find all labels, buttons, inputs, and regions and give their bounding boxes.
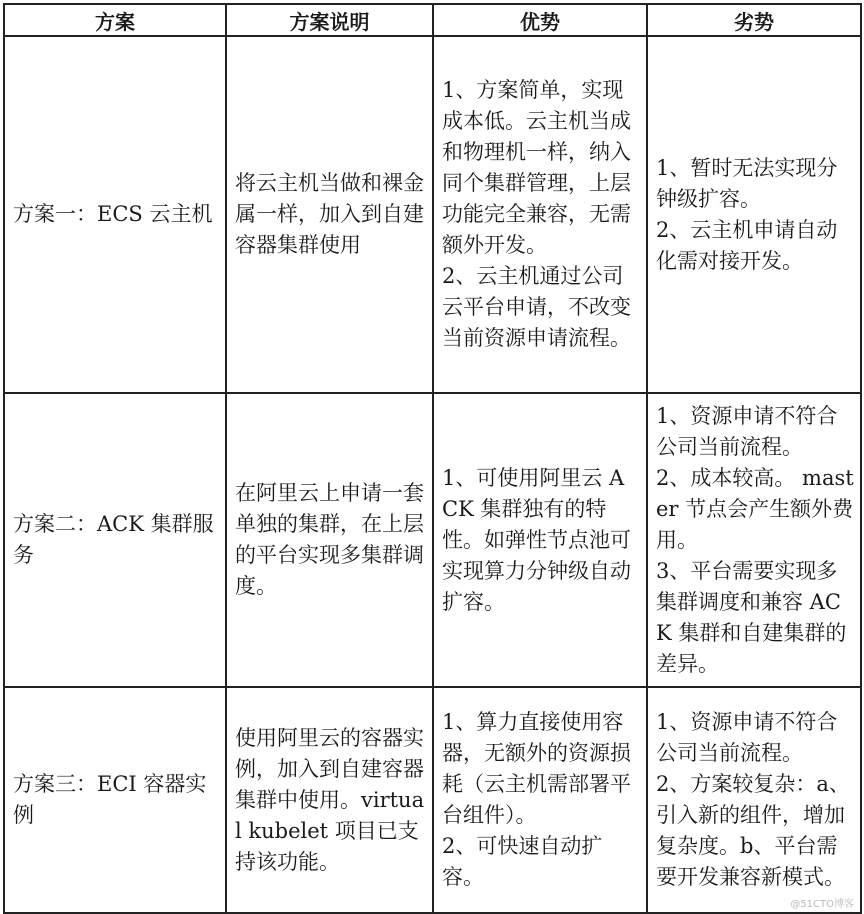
disadvantage-item: 3、平台需要实现多集群调度和兼容 ACK 集群和自建集群的差异。 bbox=[656, 558, 847, 676]
scheme-description: 在阿里云上申请一套单独的集群，在上层的平台实现多集群调度。 bbox=[226, 393, 433, 687]
disadvantages-cell bbox=[647, 687, 861, 913]
table-row bbox=[4, 393, 861, 687]
disadvantage-item: 2、云主机申请自动化需对接开发。 bbox=[656, 217, 838, 273]
advantages-cell bbox=[433, 393, 647, 687]
header-advantages: 优势 bbox=[433, 4, 647, 36]
advantages-cell bbox=[433, 687, 647, 913]
disadvantage-item: 1、资源申请不符合公司当前流程。 bbox=[656, 403, 838, 459]
header-disadvantages: 劣势 bbox=[647, 4, 861, 36]
advantage-item: 1、算力直接使用容器，无额外的资源损耗（云主机需部署平台组件）。 bbox=[442, 710, 631, 827]
header-scheme: 方案 bbox=[4, 4, 226, 36]
comparison-table bbox=[3, 3, 862, 914]
disadvantage-item: 2、方案较复杂：a、引入新的组件，增加复杂度。b、平台需要开发兼容新模式。 bbox=[656, 772, 850, 889]
scheme-name: 方案二：ACK 集群服务 bbox=[4, 393, 226, 687]
table-row bbox=[4, 36, 861, 393]
disadvantages-cell bbox=[647, 36, 861, 393]
header-row bbox=[4, 4, 861, 36]
disadvantage-item: 1、暂时无法实现分钟级扩容。 bbox=[656, 155, 838, 211]
advantage-item: 2、云主机通过公司云平台申请，不改变当前资源申请流程。 bbox=[442, 264, 631, 350]
advantage-item: 1、可使用阿里云 ACK 集群独有的特性。如弹性节点池可实现算力分钟级自动扩容。 bbox=[442, 465, 631, 614]
scheme-name: 方案一：ECS 云主机 bbox=[4, 36, 226, 393]
advantages-cell bbox=[433, 36, 647, 393]
disadvantages-cell bbox=[647, 393, 861, 687]
scheme-description: 将云主机当做和裸金属一样，加入到自建容器集群使用 bbox=[226, 36, 433, 393]
advantage-item: 2、可快速自动扩容。 bbox=[442, 834, 603, 889]
advantage-item: 1、方案简单，实现成本低。云主机当成和物理机一样，纳入同个集群管理，上层功能完全兼容，无需额外开发。 bbox=[442, 78, 631, 257]
table-row bbox=[4, 687, 861, 913]
header-description: 方案说明 bbox=[226, 4, 433, 36]
disadvantage-item: 2、成本较高。 master 节点会产生额外费用。 bbox=[656, 465, 854, 552]
scheme-description: 使用阿里云的容器实例，加入到自建容器集群中使用。virtual kubelet 项目已支持该功能。 bbox=[226, 687, 433, 913]
disadvantage-item: 1、资源申请不符合公司当前流程。 bbox=[656, 710, 838, 765]
watermark: @51CTO博客 bbox=[790, 899, 854, 910]
scheme-name: 方案三：ECI 容器实例 bbox=[4, 687, 226, 913]
